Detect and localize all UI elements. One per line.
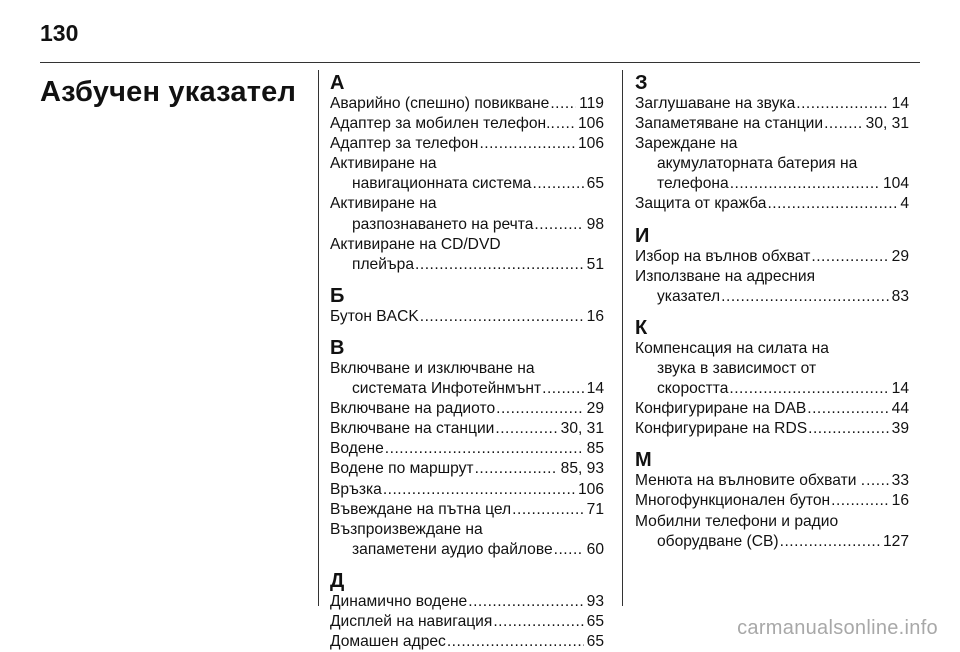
index-entry	[330, 154, 604, 194]
entry-text: указател	[657, 287, 721, 305]
entry-line	[635, 194, 909, 214]
entry-line	[635, 359, 909, 379]
dot-leader	[796, 94, 888, 114]
entry-text: Включване и изключване на	[330, 359, 535, 377]
dot-leader	[415, 255, 584, 275]
entry-text: Адаптер за мобилен телефон..	[330, 115, 555, 133]
index-entry	[330, 194, 604, 234]
page-reference[interactable]: 104	[882, 175, 909, 193]
dot-leader	[730, 174, 880, 194]
entry-text: навигационната система	[352, 175, 532, 193]
page-reference[interactable]: 14	[586, 380, 604, 398]
page-reference[interactable]: 93	[586, 592, 604, 610]
header-rule	[40, 62, 920, 63]
index-entry	[330, 134, 604, 154]
dot-leader	[495, 419, 557, 439]
index-entry	[330, 459, 604, 479]
index-entry	[330, 94, 604, 114]
dot-leader	[447, 632, 584, 652]
dot-leader	[556, 114, 575, 134]
entry-text: плейъра	[352, 255, 415, 273]
index-entry	[330, 419, 604, 439]
entry-text: Активиране на CD/DVD	[330, 235, 501, 253]
entry-text: Мобилни телефони и радио	[635, 512, 839, 530]
entry-line	[330, 500, 604, 520]
index-column-1	[330, 72, 604, 652]
index-entry	[635, 114, 909, 134]
section-letter: З	[635, 72, 648, 94]
entry-line	[635, 267, 909, 287]
section-letter: Д	[330, 569, 345, 592]
entry-text: Водене по маршрут	[330, 460, 474, 478]
dot-leader	[824, 114, 863, 134]
dot-leader	[808, 419, 889, 439]
page-reference[interactable]: 60	[586, 540, 604, 558]
section-letter: Б	[330, 284, 345, 307]
dot-leader	[496, 399, 584, 419]
entry-text: Активиране на	[330, 195, 437, 213]
dot-leader	[512, 500, 583, 520]
entry-line	[635, 94, 909, 114]
page-reference[interactable]: 65	[586, 633, 604, 651]
entry-line	[330, 480, 604, 500]
page-title: Азбучен указател	[40, 76, 297, 108]
entry-text: Защита от кражба	[635, 195, 767, 213]
dot-leader	[385, 439, 584, 459]
dot-leader	[807, 399, 888, 419]
page-reference[interactable]: 106	[577, 480, 604, 498]
entry-line	[330, 194, 604, 214]
page-reference[interactable]: 106	[577, 135, 604, 153]
entry-text: звука в зависимост от	[657, 359, 817, 377]
page-reference[interactable]: 106	[577, 115, 604, 133]
entry-text: Конфигуриране на DAB	[635, 400, 807, 418]
entry-line	[330, 215, 604, 235]
page-reference[interactable]: 33	[891, 472, 909, 490]
index-entry	[330, 592, 604, 612]
entry-text: телефона	[657, 175, 729, 193]
dot-leader	[767, 194, 897, 214]
entry-text: Дисплей на навигация	[330, 612, 493, 630]
index-entry	[330, 439, 604, 459]
page-number: 130	[40, 20, 79, 46]
entry-text: Използване на адресния	[635, 267, 816, 285]
index-entry	[330, 114, 604, 134]
page-reference[interactable]: 30, 31	[865, 115, 909, 133]
watermark: carmanualsonline.info	[737, 617, 938, 639]
entry-line	[330, 632, 604, 652]
index-entry	[330, 480, 604, 500]
entry-line	[635, 419, 909, 439]
entry-text: Въвеждане на пътна цел	[330, 500, 512, 518]
page-reference[interactable]: 29	[586, 400, 604, 418]
dot-leader	[493, 612, 583, 632]
page-reference[interactable]: 16	[891, 492, 909, 510]
entry-text: Възпроизвеждане на	[330, 520, 483, 538]
index-entry	[635, 134, 909, 194]
index-entry	[330, 307, 604, 327]
dot-leader	[554, 540, 584, 560]
entry-text: Компенсация на силата на	[635, 339, 829, 357]
entry-text: Активиране на	[330, 155, 437, 173]
column-divider	[318, 70, 319, 606]
entry-text: Зареждане на	[635, 135, 738, 153]
dot-leader	[550, 94, 576, 114]
entry-text: Избор на вълнов обхват	[635, 247, 811, 265]
section-letter: И	[635, 224, 650, 247]
page-reference[interactable]: 51	[586, 255, 604, 273]
page-reference[interactable]: 85	[586, 440, 604, 458]
dot-leader	[866, 471, 889, 491]
page-reference[interactable]: 44	[891, 400, 909, 418]
entry-line	[330, 359, 604, 379]
index-entry	[330, 632, 604, 652]
page-reference[interactable]: 16	[586, 307, 604, 325]
entry-text: Връзка	[330, 480, 382, 498]
entry-line	[635, 154, 909, 174]
entry-text: скоростта	[657, 380, 729, 398]
index-entry	[635, 419, 909, 439]
entry-line	[330, 459, 604, 479]
section-letter: В	[330, 336, 345, 359]
entry-text: Менюта на вълновите обхвати .	[635, 472, 866, 490]
entry-line	[635, 491, 909, 511]
index-entry	[635, 512, 909, 552]
page-reference[interactable]: 30, 31	[560, 420, 604, 438]
entry-line	[635, 339, 909, 359]
entry-text: Многофункционален бутон	[635, 492, 831, 510]
entry-line	[330, 419, 604, 439]
page-reference[interactable]: 29	[891, 247, 909, 265]
entry-line	[330, 174, 604, 194]
dot-leader	[534, 215, 583, 235]
dot-leader	[383, 480, 575, 500]
entry-text: Конфигуриране на RDS	[635, 420, 808, 438]
entry-text: Адаптер за телефон	[330, 135, 479, 153]
entry-text: Домашен адрес	[330, 633, 446, 651]
index-column-2	[635, 72, 909, 552]
entry-line	[330, 94, 604, 114]
entry-text: Аварийно (спешно) повикване	[330, 95, 550, 112]
dot-leader	[420, 307, 584, 327]
page-reference[interactable]: 127	[882, 532, 909, 550]
dot-leader	[475, 459, 558, 479]
index-entry	[330, 235, 604, 275]
entry-text: Динамично водене	[330, 592, 468, 610]
entry-line	[635, 399, 909, 419]
dot-leader	[831, 491, 889, 511]
page-reference[interactable]: 14	[891, 380, 909, 398]
index-entry	[635, 399, 909, 419]
entry-text: Бутон BACK	[330, 307, 419, 325]
entry-line	[330, 399, 604, 419]
page-reference[interactable]: 65	[586, 612, 604, 630]
dot-leader	[811, 247, 888, 267]
entry-line	[330, 540, 604, 560]
entry-line	[635, 114, 909, 134]
index-entry	[635, 471, 909, 491]
index-entry	[635, 339, 909, 399]
section-letter: А	[330, 72, 345, 94]
entry-text: акумулаторната батерия на	[657, 155, 858, 173]
entry-line	[635, 532, 909, 552]
entry-line	[330, 592, 604, 612]
dot-leader	[532, 174, 583, 194]
entry-text: разпознаването на речта	[352, 215, 534, 233]
entry-text: Запаметяване на станции	[635, 115, 824, 133]
dot-leader	[780, 532, 880, 552]
dot-leader	[542, 379, 584, 399]
dot-leader	[468, 592, 583, 612]
entry-line	[330, 114, 604, 134]
entry-line	[635, 247, 909, 267]
entry-text: Заглушаване на звука	[635, 95, 796, 112]
entry-line	[635, 174, 909, 194]
entry-text: Включване на станции	[330, 420, 495, 438]
dot-leader	[729, 379, 888, 399]
entry-text: Водене	[330, 440, 384, 458]
entry-text: оборудване (СВ)	[657, 532, 779, 550]
section-letter: М	[635, 449, 652, 472]
entry-line	[635, 512, 909, 532]
index-entry	[635, 247, 909, 267]
dot-leader	[479, 134, 575, 154]
page-reference[interactable]: 83	[891, 287, 909, 305]
column-divider	[622, 70, 623, 606]
entry-line	[635, 134, 909, 154]
entry-text: запаметени аудио файлове	[352, 540, 553, 558]
entry-line	[330, 154, 604, 174]
entry-text: системата Инфотейнмънт	[352, 380, 542, 398]
entry-line	[635, 471, 909, 491]
page-reference[interactable]: 4	[900, 195, 909, 213]
entry-line	[330, 134, 604, 154]
section-letter: К	[635, 316, 648, 339]
page-reference[interactable]: 14	[891, 95, 909, 112]
entry-line	[635, 379, 909, 399]
entry-line	[330, 520, 604, 540]
page-reference[interactable]: 39	[891, 420, 909, 438]
index-entry	[330, 612, 604, 632]
entry-line	[330, 235, 604, 255]
index-entry	[330, 500, 604, 520]
index-entry	[635, 491, 909, 511]
entry-line	[330, 307, 604, 327]
entry-line	[635, 287, 909, 307]
index-entry	[635, 94, 909, 114]
entry-line	[330, 255, 604, 275]
page-reference[interactable]: 65	[586, 175, 604, 193]
entry-line	[330, 612, 604, 632]
index-entry	[330, 359, 604, 399]
page-reference[interactable]: 119	[579, 95, 604, 112]
index-entry	[330, 520, 604, 560]
index-entry	[635, 267, 909, 307]
index-entry	[330, 399, 604, 419]
entry-line	[330, 379, 604, 399]
page-reference[interactable]: 71	[586, 500, 604, 518]
page-reference[interactable]: 85, 93	[560, 460, 604, 478]
entry-line	[330, 439, 604, 459]
entry-text: Включване на радиото	[330, 400, 496, 418]
dot-leader	[721, 287, 888, 307]
page-reference[interactable]: 98	[586, 215, 604, 233]
index-entry	[635, 194, 909, 214]
